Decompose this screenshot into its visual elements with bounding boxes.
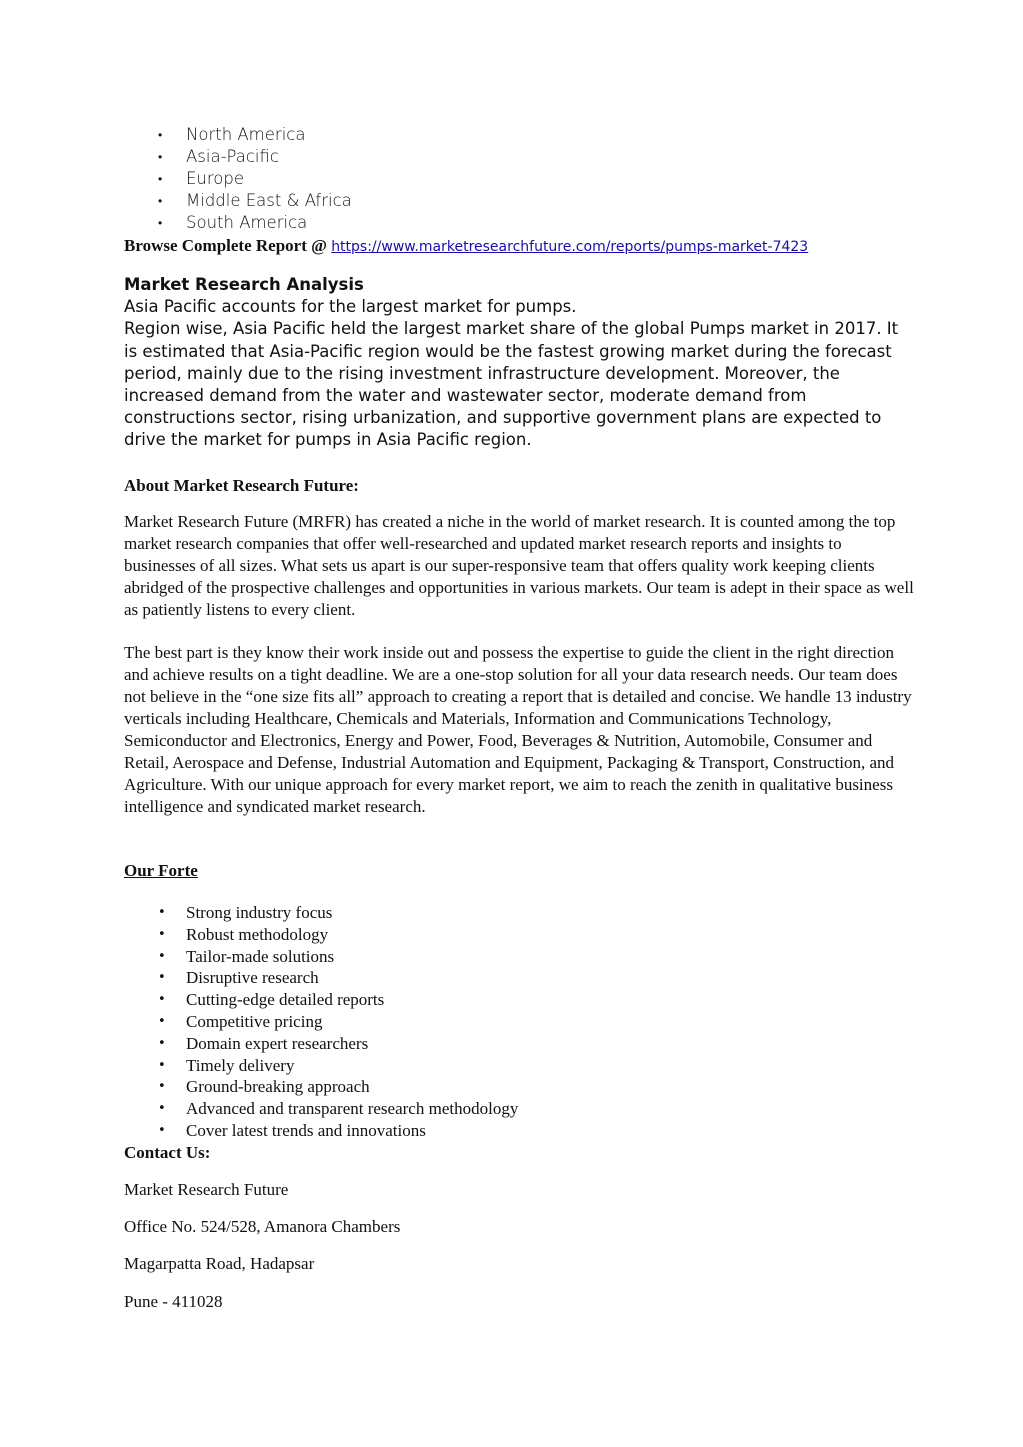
contact-company: Market Research Future bbox=[124, 1180, 289, 1199]
list-item: • Robust methodology bbox=[124, 924, 914, 946]
list-item: • Disruptive research bbox=[124, 967, 914, 989]
forte-heading: Our Forte bbox=[124, 861, 198, 880]
about-paragraph-2: The best part is they know their work inside out and possess the expertise to guide the client in the right direction and achieve results on a tight deadline. We are a one-stop solution for all your data research needs. Our team does not believe in the “one size fits all” approach to creating a report that is detailed and concise. We handle 13 industry verticals including Healthcare, Chemicals and Materials, Information and Communications Technology, Semiconductor and Electronics, Energy and Power, Food, Beverages & Nutrition, Automobile, Consumer and Retail, Aerospace and Defense, Industrial Automation and Equipment, Packaging & Transport, Construction, and Agriculture. With our unique approach for every market report, we aim to reach the zenith in qualitative business intelligence and syndicated market research. bbox=[124, 643, 912, 816]
contact-heading: Contact Us: bbox=[124, 1143, 211, 1162]
list-item: • Domain expert researchers bbox=[124, 1033, 914, 1055]
list-item: • Ground-breaking approach bbox=[124, 1076, 914, 1098]
list-item: • Tailor-made solutions bbox=[124, 946, 914, 968]
browse-report-line bbox=[124, 235, 914, 258]
list-item: • North America bbox=[124, 124, 914, 146]
report-link[interactable]: https://www.marketresearchfuture.com/reports/pumps-market-7423 bbox=[331, 239, 809, 255]
market-analysis-heading: Market Research Analysis bbox=[124, 275, 364, 294]
market-analysis-section bbox=[124, 274, 914, 452]
list-item: • Competitive pricing bbox=[124, 1011, 914, 1033]
list-item: • Cover latest trends and innovations bbox=[124, 1120, 914, 1142]
regions-list bbox=[124, 124, 914, 234]
list-item: • South America bbox=[124, 212, 914, 234]
market-analysis-body: Region wise, Asia Pacific held the largest market share of the global Pumps market in 2017. It is estimated that Asia-Pacific region would be the fastest growing market during the forecast period, mainly due to the rising investment infrastructure development. Moreover, the increased demand from the water and wastewater sector, moderate demand from constructions sector, rising urbanization, and supportive government plans are expected to drive the market for pumps in Asia Pacific region. bbox=[124, 319, 899, 450]
contact-office: Office No. 524/528, Amanora Chambers bbox=[124, 1217, 401, 1236]
list-item: • Strong industry focus bbox=[124, 902, 914, 924]
about-paragraph-1: Market Research Future (MRFR) has created a niche in the world of market research. It is counted among the top market research companies that offer well-researched and updated market research reports and insights to businesses of all sizes. What sets us apart is our super-responsive team that offers quality work keeping clients abridged of the prospective challenges and opportunities in various markets. Our team is adept in their space as well as patiently listens to every client. bbox=[124, 512, 914, 619]
list-item: • Advanced and transparent research methodology bbox=[124, 1098, 914, 1120]
market-analysis-line: Asia Pacific accounts for the largest market for pumps. bbox=[124, 297, 577, 317]
forte-list bbox=[124, 902, 914, 1142]
browse-label: Browse Complete Report @ bbox=[124, 236, 327, 255]
list-item: • Europe bbox=[124, 168, 914, 190]
contact-city: Pune - 411028 bbox=[124, 1292, 223, 1311]
list-item: • Timely delivery bbox=[124, 1055, 914, 1077]
about-heading: About Market Research Future: bbox=[124, 476, 359, 495]
list-item: • Cutting-edge detailed reports bbox=[124, 989, 914, 1011]
list-item: • Middle East & Africa bbox=[124, 190, 914, 212]
list-item: • Asia-Pacific bbox=[124, 146, 914, 168]
contact-road: Magarpatta Road, Hadapsar bbox=[124, 1254, 315, 1273]
